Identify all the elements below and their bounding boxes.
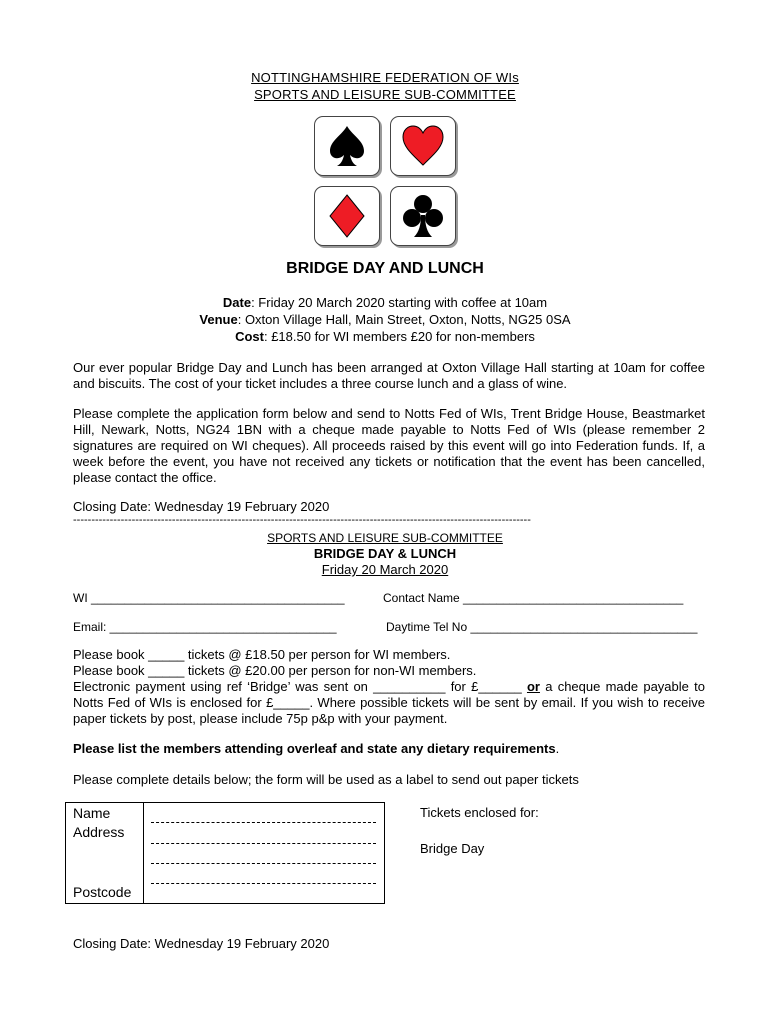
date-label: Date — [222, 295, 252, 310]
list-members-text: Please list the members attending overleaf and state any dietary requirements — [73, 741, 556, 756]
instructions-paragraph: Please complete the application form below and send to Notts Fed of WIs, Trent Bridge House, Beastmarket Hill, Newark, Notts, NG24 1BN with a cheque made payable to Notts Fed of WIs (please remember 2 signatures are required on WI cheques). All proceeds raised by this event will go into Federation funds. If, a week before the event, you have not received any tickets or notification that the event has been cancelled, please contact the office. — [73, 406, 705, 485]
date-value: : Friday 20 March 2020 starting with coffee at 10am — [251, 295, 548, 310]
venue-label: Venue — [199, 312, 238, 327]
cut-line: ----------------------------------------------------------------------------------------------------------------------------- — [73, 514, 531, 526]
cost-value: : £18.50 for WI members £20 for non-members — [263, 329, 535, 344]
heart-icon — [401, 125, 445, 167]
club-icon — [401, 193, 445, 239]
wi-field[interactable]: WI ______________________________________ — [73, 591, 345, 605]
diamond-card — [314, 186, 380, 246]
list-members-note — [73, 741, 559, 756]
event-cost-line — [0, 328, 770, 345]
address-label: Address — [73, 824, 125, 840]
label-note: Please complete details below; the form will be used as a label to send out paper tickets — [73, 772, 579, 787]
address-input-line-3[interactable] — [151, 883, 376, 884]
form-subheader: SPORTS AND LEISURE SUB-COMMITTEE — [267, 531, 503, 545]
heart-card — [390, 116, 456, 176]
contact-name-field[interactable]: Contact Name _________________________________ — [383, 591, 684, 605]
box-divider — [143, 803, 144, 903]
address-input-line-2[interactable] — [151, 863, 376, 864]
form-title: BRIDGE DAY & LUNCH — [313, 546, 457, 561]
card-row-top — [0, 116, 770, 176]
card-row-bottom — [0, 186, 770, 246]
intro-paragraph: Our ever popular Bridge Day and Lunch has been arranged at Oxton Village Hall starting at 10am for coffee and biscuits. The cost of your ticket includes a three course lunch and a glass of wine. — [73, 360, 705, 391]
event-venue-line — [0, 311, 770, 328]
subcommittee-heading: SPORTS AND LEISURE SUB-COMMITTEE — [254, 87, 516, 102]
club-card — [390, 186, 456, 246]
closing-date-bottom: Closing Date: Wednesday 19 February 2020 — [73, 936, 330, 951]
bridge-day-label: Bridge Day — [420, 841, 485, 856]
address-input-line-1[interactable] — [151, 843, 376, 844]
book-nonwi-line: Please book _____ tickets @ £20.00 per person for non-WI members. — [73, 663, 477, 678]
name-input-line[interactable] — [151, 822, 376, 823]
list-members-period: . — [555, 741, 560, 756]
venue-value: : Oxton Village Hall, Main Street, Oxton, Notts, NG25 0SA — [237, 312, 571, 327]
event-title: BRIDGE DAY AND LUNCH — [286, 260, 484, 277]
email-field[interactable]: Email: __________________________________ — [73, 620, 337, 634]
closing-date-top: Closing Date: Wednesday 19 February 2020 — [73, 499, 330, 514]
spade-icon — [327, 124, 367, 168]
payment-or: or — [526, 679, 540, 694]
tickets-enclosed-label: Tickets enclosed for: — [420, 805, 539, 820]
payment-paragraph — [73, 679, 705, 727]
spade-card — [314, 116, 380, 176]
federation-heading: NOTTINGHAMSHIRE FEDERATION OF WIs — [251, 70, 519, 85]
name-label: Name — [73, 805, 111, 821]
event-date-line — [0, 294, 770, 311]
payment-text-b: a cheque made payable to Notts Fed of WIs is enclosed for £_____. Where possible tickets will be sent by email. If you wish to receive paper tickets by post, please include 75p p&p with your payment. — [73, 679, 705, 726]
cost-label: Cost — [235, 329, 264, 344]
payment-text-a: Electronic payment using ref ‘Bridge’ was sent on __________ for £______ — [73, 679, 522, 694]
book-wi-line: Please book _____ tickets @ £18.50 per person for WI members. — [73, 647, 451, 662]
diamond-icon — [327, 193, 367, 239]
form-date: Friday 20 March 2020 — [321, 562, 449, 577]
postcode-label: Postcode — [73, 884, 132, 900]
address-label-box — [65, 802, 385, 904]
daytime-tel-field[interactable]: Daytime Tel No __________________________________ — [386, 620, 698, 634]
